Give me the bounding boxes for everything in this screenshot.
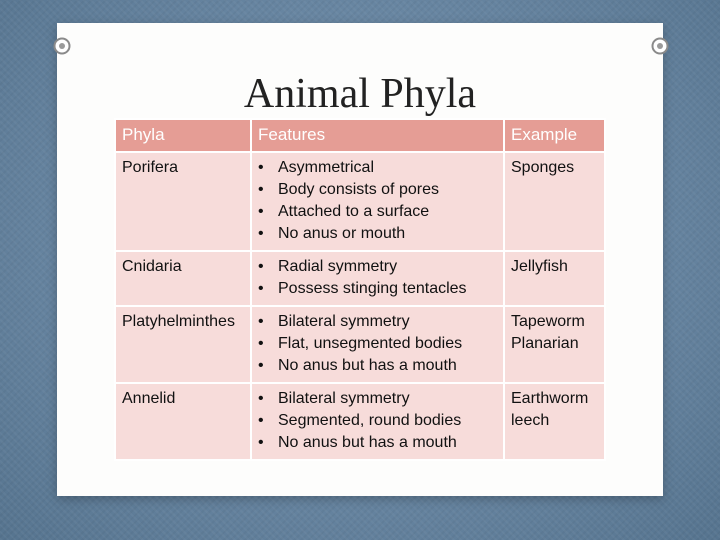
example-text: Jellyfish [511,258,568,275]
phylum-cell: Annelid [115,383,251,460]
feature-item: • No anus or mouth [258,223,497,245]
feature-item: • Possess stinging tentacles [258,278,497,300]
pin-icon [52,36,72,56]
header-example: Example [504,119,605,152]
feature-item: • Radial symmetry [258,256,497,278]
table-row [115,152,605,251]
example-cell [504,251,605,306]
example-cell [504,306,605,383]
header-features: Features [251,119,504,152]
phyla-table [114,118,606,461]
example-text: Sponges [511,159,575,176]
feature-item: • Segmented, round bodies [258,410,497,432]
phylum-cell: Porifera [115,152,251,251]
feature-list [258,311,497,377]
phylum-cell: Platyhelminthes [115,306,251,383]
header-phyla: Phyla [115,119,251,152]
feature-item: • No anus but has a mouth [258,432,497,454]
table-row [115,306,605,383]
example-text: Planarian [511,335,579,352]
example-text: Earthworm [511,390,589,407]
feature-item: • Bilateral symmetry [258,311,497,333]
feature-item: • Flat, unsegmented bodies [258,333,497,355]
features-cell [251,152,504,251]
example-text: leech [511,412,550,429]
example-text: Tapeworm [511,313,585,330]
example-cell [504,383,605,460]
feature-list [258,157,497,245]
features-cell [251,383,504,460]
feature-list [258,388,497,454]
table-row [115,383,605,460]
phylum-cell: Cnidaria [115,251,251,306]
table-row [115,251,605,306]
table-header-row [115,119,605,152]
pin-icon [650,36,670,56]
slide-title: Animal Phyla [243,71,477,117]
feature-item: • No anus but has a mouth [258,355,497,377]
example-cell [504,152,605,251]
feature-item: • Attached to a surface [258,201,497,223]
features-cell [251,251,504,306]
feature-item: • Bilateral symmetry [258,388,497,410]
feature-item: • Body consists of pores [258,179,497,201]
feature-item: • Asymmetrical [258,157,497,179]
features-cell [251,306,504,383]
feature-list [258,256,497,300]
